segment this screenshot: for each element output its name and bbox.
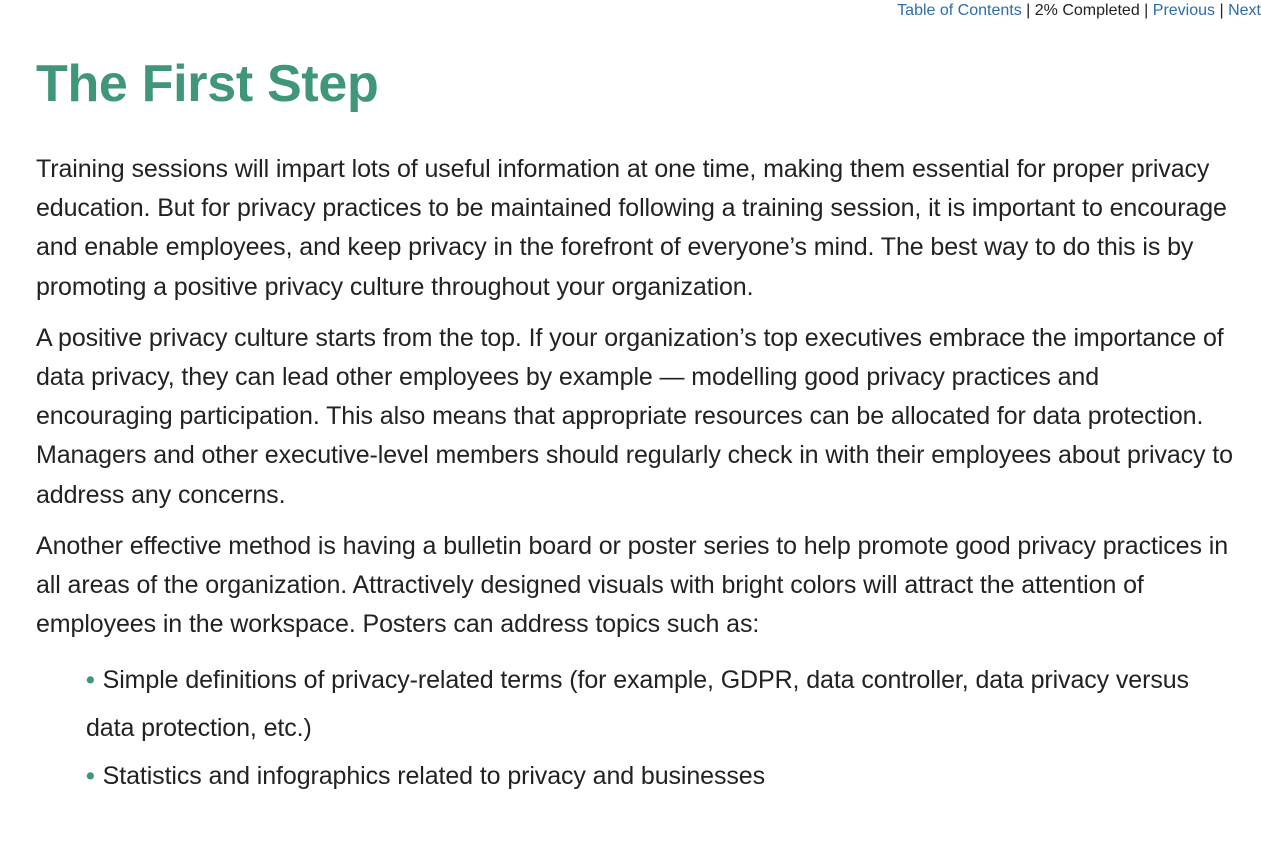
page-title: The First Step	[36, 55, 379, 113]
next-link[interactable]: Next	[1228, 2, 1261, 19]
paragraph-intro: Training sessions will impart lots of useful information at one time, making them essential for proper privacy education. But for privacy practices to be maintained following a training session, it is important to encourage and enable employees, and keep privacy in the forefront of everyone’s mind. The best way to do this is by promoting a positive privacy culture throughout your organization.	[36, 155, 1227, 301]
paragraph-culture: A positive privacy culture starts from the top. If your organization’s top executives embrace the importance of data privacy, they can lead other employees by example — modelling good privacy practices and encouraging participation. This also means that appropriate resources can be allocated for data protection. Managers and other executive-level members should regularly check in with their employees about privacy to address any concerns.	[36, 323, 1233, 509]
nav-separator: |	[1219, 2, 1224, 19]
list-item-text: Statistics and infographics related to privacy and businesses	[102, 762, 765, 791]
nav-separator: |	[1144, 2, 1149, 19]
bullet-icon: •	[86, 762, 95, 791]
poster-topics-list	[36, 656, 1241, 800]
article-body	[36, 150, 1241, 800]
list-item	[86, 656, 1241, 752]
list-item-text: Simple definitions of privacy-related terms (for example, GDPR, data controller, data privacy versus data protection, etc.)	[86, 666, 1189, 743]
paragraph-posters: Another effective method is having a bulletin board or poster series to help promote good privacy practices in all areas of the organization. Attractively designed visuals with bright colors will attract the attention of employees in the workspace. Posters can address topics such as:	[36, 531, 1228, 639]
progress-status: 2% Completed	[1034, 2, 1140, 19]
top-navigation	[897, 1, 1261, 21]
bullet-icon: •	[86, 666, 95, 695]
list-item	[86, 752, 1241, 800]
nav-separator: |	[1026, 2, 1031, 19]
previous-link[interactable]: Previous	[1152, 2, 1216, 19]
table-of-contents-link[interactable]: Table of Contents	[897, 2, 1022, 19]
